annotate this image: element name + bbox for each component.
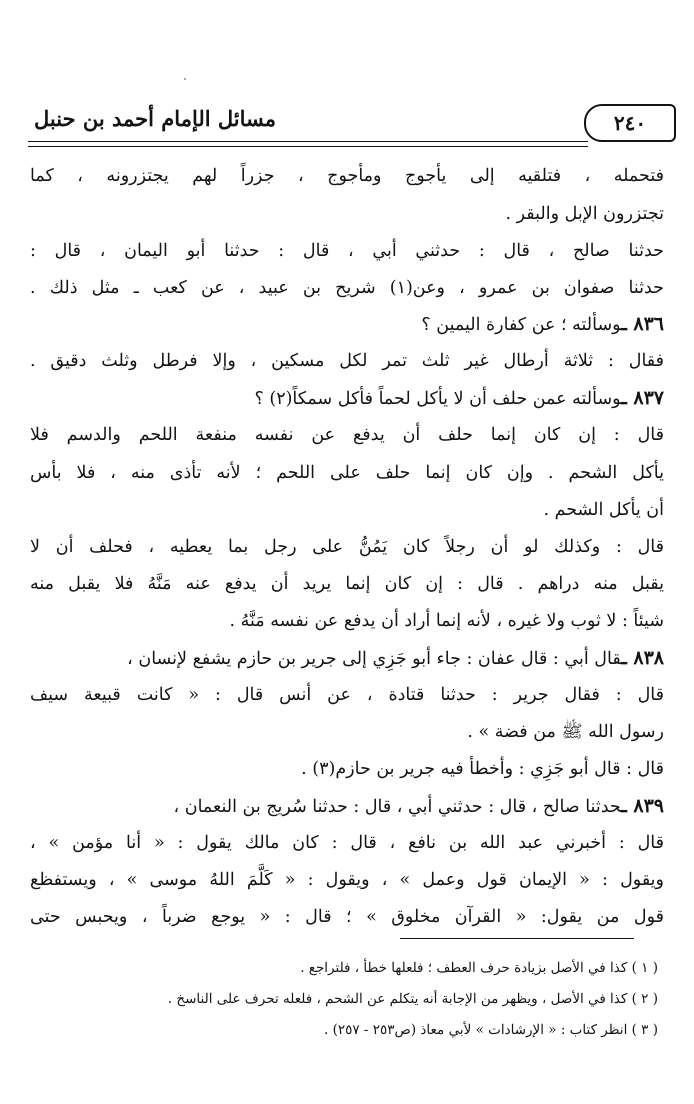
entry-text: قال أبي : قال عفان : جاء أبو جَزِي إلى جرير بن حازم يشفع لإنسان ، — [127, 649, 622, 669]
page-mark — [184, 78, 186, 80]
entry-number: ٨٣٧ ـ — [621, 387, 664, 409]
text-line: ويقول : « الإيمان قول وعمل » ، ويقول : « كَلَّمَ اللهُ موسى » ، ويستفظع — [30, 870, 664, 890]
entry-number: ٨٣٨ ـ — [621, 647, 664, 669]
entry-number: ٨٣٩ ـ — [621, 795, 664, 817]
entry-text: وسألته ؛ عن كفارة اليمين ؟ — [421, 315, 622, 335]
text-line: قول من يقول: « القرآن مخلوق » ؛ قال : « يوجع ضرباً ، ويحبس حتى — [30, 907, 664, 927]
text-line: شيئاً : لا ثوب ولا غيره ، لأنه إنما أراد أن يدفع عن نفسه مَنَّهُ . — [229, 611, 664, 631]
text-line: أن يأكل الشحم . — [543, 500, 664, 520]
text-line: قال : وكذلك لو أن رجلاً كان يَمُنُّ على رجل بما يعطيه ، فحلف أن لا — [30, 537, 664, 557]
footnote-rule — [400, 938, 634, 939]
header-rule — [28, 141, 588, 147]
entry-839 — [30, 788, 664, 824]
page-header — [28, 100, 676, 146]
text-line: قال : إن كان إنما حلف أن يدفع عن نفسه منفعة اللحم والدسم فلا — [30, 425, 664, 445]
entry-836 — [30, 306, 664, 342]
entry-838 — [30, 640, 664, 676]
running-title: مسائل الإمام أحمد بن حنبل — [34, 106, 277, 131]
text-line: فقال : ثلاثة أرطال غير ثلث تمر لكل مسكين ، وإلا فرطل وثلث دقيق . — [30, 351, 664, 371]
text-line: قال : قال أبو جَزِي : وأخطأ فيه جرير بن حازم(٣) . — [301, 759, 664, 779]
text-line: قال : فقال جرير : حدثنا قتادة ، عن أنس قال : « كانت قبيعة سيف — [30, 685, 664, 705]
entry-text: حدثنا صالح ، قال : حدثني أبي ، قال : حدثنا سُريج بن النعمان ، — [173, 797, 622, 817]
footnote: ( ٣ ) انظر كتاب : « الإرشادات » لأبي معاذ (ص٢٥٣ - ٢٥٧) . — [323, 1022, 658, 1038]
text-line: يأكل الشحم . وإن كان إنما حلف على اللحم ؛ لأنه تأذى منه ، فلا بأس — [30, 463, 664, 483]
text-line: رسول الله ﷺ من فضة » . — [467, 722, 664, 742]
text-line: حدثنا صفوان بن عمرو ، وعن(١) شريح بن عبيد ، عن كعب ـ مثل ذلك . — [30, 278, 664, 298]
footnote: ( ٢ ) كذا في الأصل ، ويظهر من الإجابة أنه يتكلم عن الشحم ، فلعله تحرف على الناسخ . — [167, 991, 658, 1007]
text-line: فتحمله ، فتلقيه إلى يأجوج ومأجوج ، جزراً لهم يجتزرونه ، كما — [30, 166, 664, 186]
entry-text: وسألته عمن حلف أن لا يأكل لحماً فأكل سمكاً(٢) ؟ — [254, 389, 622, 409]
text-line: تجتزرون الإبل والبقر . — [505, 204, 664, 224]
entry-837 — [30, 380, 664, 416]
entry-number: ٨٣٦ ـ — [621, 313, 664, 335]
text-line: يقبل منه دراهم . قال : إن كان إنما يريد أن يدفع عنه مَنَّهُ فلا يقبل منه — [30, 574, 664, 594]
footnote: ( ١ ) كذا في الأصل بزيادة حرف العطف ؛ فلعلها خطأ ، فلتراجع . — [300, 960, 658, 976]
text-line: حدثنا صالح ، قال : حدثني أبي ، قال : حدثنا أبو اليمان ، قال : — [30, 241, 664, 261]
page-number-badge: ٢٤٠ — [584, 104, 676, 142]
text-line: قال : أخبرني عبد الله بن نافع ، قال : كان مالك يقول : « أنا مؤمن » ، — [30, 833, 664, 853]
